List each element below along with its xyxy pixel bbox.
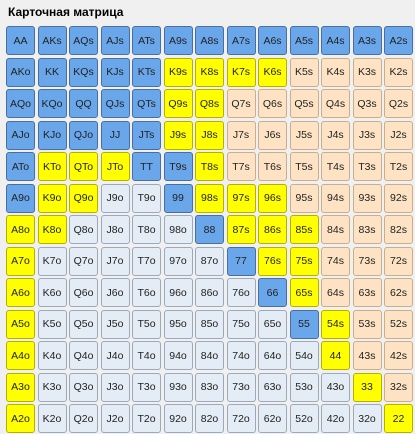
hand-cell[interactable]: 88 — [195, 215, 224, 244]
hand-cell[interactable]: 52s — [384, 310, 413, 339]
hand-cell[interactable]: 95o — [164, 310, 193, 339]
hand-cell[interactable]: 72s — [384, 247, 413, 276]
hand-cell[interactable]: 92o — [164, 404, 193, 433]
hand-cell[interactable]: 85o — [195, 310, 224, 339]
hand-cell[interactable]: Q7o — [69, 247, 98, 276]
hand-cell[interactable]: A9s — [164, 26, 193, 55]
hand-cell[interactable]: K7o — [38, 247, 67, 276]
hand-cell[interactable]: KQs — [69, 58, 98, 87]
hand-cell[interactable]: KTo — [38, 152, 67, 181]
hand-cell[interactable]: T5s — [290, 152, 319, 181]
hand-cell[interactable]: A6s — [258, 26, 287, 55]
hand-cell[interactable]: Q5o — [69, 310, 98, 339]
hand-cell[interactable]: 54o — [290, 341, 319, 370]
hand-cell[interactable]: T6o — [132, 278, 161, 307]
hand-cell[interactable]: K2o — [38, 404, 67, 433]
hand-cell[interactable]: 95s — [290, 184, 319, 213]
hand-cell[interactable]: 62s — [384, 278, 413, 307]
hand-cell[interactable]: 32o — [353, 404, 382, 433]
hand-cell[interactable]: Q9s — [164, 89, 193, 118]
hand-cell[interactable]: AJo — [6, 121, 35, 150]
hand-cell[interactable]: ATo — [6, 152, 35, 181]
hand-cell[interactable]: K8s — [195, 58, 224, 87]
hand-cell[interactable]: 98s — [195, 184, 224, 213]
hand-cell[interactable]: 66 — [258, 278, 287, 307]
hand-cell[interactable]: A2o — [6, 404, 35, 433]
hand-cell[interactable]: QJo — [69, 121, 98, 150]
hand-cell[interactable]: JTo — [101, 152, 130, 181]
hand-cell[interactable]: Q9o — [69, 184, 98, 213]
hand-cell[interactable]: 53s — [353, 310, 382, 339]
hand-cell[interactable]: KJs — [101, 58, 130, 87]
hand-cell[interactable]: QQ — [69, 89, 98, 118]
hand-cell[interactable]: 92s — [384, 184, 413, 213]
hand-cell[interactable]: JTs — [132, 121, 161, 150]
hand-cell[interactable]: 83s — [353, 215, 382, 244]
hand-cell[interactable]: K4s — [321, 58, 350, 87]
hand-cell[interactable]: 32s — [384, 373, 413, 402]
hand-cell[interactable]: 73s — [353, 247, 382, 276]
hand-cell[interactable]: AKs — [38, 26, 67, 55]
hand-cell[interactable]: 65o — [258, 310, 287, 339]
hand-cell[interactable]: 43o — [321, 373, 350, 402]
hand-cell[interactable]: J3o — [101, 373, 130, 402]
hand-cell[interactable]: T2o — [132, 404, 161, 433]
hand-cell[interactable]: 75o — [227, 310, 256, 339]
card-matrix-grid — [6, 26, 413, 433]
hand-cell[interactable]: Q7s — [227, 89, 256, 118]
hand-cell[interactable]: K5s — [290, 58, 319, 87]
hand-cell[interactable]: A3s — [353, 26, 382, 55]
hand-cell[interactable]: A3o — [6, 373, 35, 402]
hand-cell[interactable]: A7o — [6, 247, 35, 276]
hand-cell[interactable]: Q3o — [69, 373, 98, 402]
hand-cell[interactable]: K3o — [38, 373, 67, 402]
hand-cell[interactable]: 87s — [227, 215, 256, 244]
hand-cell[interactable]: J6o — [101, 278, 130, 307]
hand-cell[interactable]: J9o — [101, 184, 130, 213]
hand-cell[interactable]: 43s — [353, 341, 382, 370]
hand-cell[interactable]: 99 — [164, 184, 193, 213]
hand-cell[interactable]: AA — [6, 26, 35, 55]
hand-cell[interactable]: 52o — [290, 404, 319, 433]
hand-cell[interactable]: 74s — [321, 247, 350, 276]
hand-cell[interactable]: 22 — [384, 404, 413, 433]
hand-cell[interactable]: Q6s — [258, 89, 287, 118]
hand-cell[interactable]: 62o — [258, 404, 287, 433]
hand-cell[interactable]: A2s — [384, 26, 413, 55]
hand-cell[interactable]: T9o — [132, 184, 161, 213]
hand-cell[interactable]: QJs — [101, 89, 130, 118]
hand-cell[interactable]: AQs — [69, 26, 98, 55]
hand-cell[interactable]: K9o — [38, 184, 67, 213]
hand-cell[interactable]: 93o — [164, 373, 193, 402]
hand-cell[interactable]: 97s — [227, 184, 256, 213]
hand-cell[interactable]: Q6o — [69, 278, 98, 307]
hand-cell[interactable]: T5o — [132, 310, 161, 339]
hand-cell[interactable]: J2o — [101, 404, 130, 433]
hand-cell[interactable]: 96o — [164, 278, 193, 307]
hand-cell[interactable]: 82o — [195, 404, 224, 433]
hand-cell[interactable]: 76s — [258, 247, 287, 276]
hand-cell[interactable]: 84o — [195, 341, 224, 370]
hand-cell[interactable]: T7s — [227, 152, 256, 181]
hand-cell[interactable]: T9s — [164, 152, 193, 181]
hand-cell[interactable]: J9s — [164, 121, 193, 150]
hand-cell[interactable]: 42s — [384, 341, 413, 370]
hand-cell[interactable]: T4s — [321, 152, 350, 181]
hand-cell[interactable]: 85s — [290, 215, 319, 244]
hand-cell[interactable]: Q2o — [69, 404, 98, 433]
hand-cell[interactable]: K7s — [227, 58, 256, 87]
hand-cell[interactable]: A7s — [227, 26, 256, 55]
hand-cell[interactable]: JJ — [101, 121, 130, 150]
hand-cell[interactable]: T6s — [258, 152, 287, 181]
hand-cell[interactable]: 86o — [195, 278, 224, 307]
hand-cell[interactable]: Q3s — [353, 89, 382, 118]
hand-cell[interactable]: 98o — [164, 215, 193, 244]
hand-cell[interactable]: Q8s — [195, 89, 224, 118]
hand-cell[interactable]: Q2s — [384, 89, 413, 118]
hand-cell[interactable]: A8o — [6, 215, 35, 244]
hand-cell[interactable]: T3s — [353, 152, 382, 181]
hand-cell[interactable]: T7o — [132, 247, 161, 276]
hand-cell[interactable]: AQo — [6, 89, 35, 118]
hand-cell[interactable]: A6o — [6, 278, 35, 307]
hand-cell[interactable]: Q5s — [290, 89, 319, 118]
hand-cell[interactable]: 82s — [384, 215, 413, 244]
hand-cell[interactable]: K8o — [38, 215, 67, 244]
hand-cell[interactable]: J5s — [290, 121, 319, 150]
hand-cell[interactable]: K2s — [384, 58, 413, 87]
hand-cell[interactable]: 72o — [227, 404, 256, 433]
hand-cell[interactable]: 33 — [353, 373, 382, 402]
hand-cell[interactable]: 97o — [164, 247, 193, 276]
hand-cell[interactable]: J2s — [384, 121, 413, 150]
hand-cell[interactable]: QTo — [69, 152, 98, 181]
hand-cell[interactable]: 94s — [321, 184, 350, 213]
hand-cell[interactable]: 64s — [321, 278, 350, 307]
hand-cell[interactable]: KJo — [38, 121, 67, 150]
hand-cell[interactable]: 42o — [321, 404, 350, 433]
hand-cell[interactable]: KQo — [38, 89, 67, 118]
hand-cell[interactable]: T2s — [384, 152, 413, 181]
hand-cell[interactable]: KTs — [132, 58, 161, 87]
hand-cell[interactable]: 55 — [290, 310, 319, 339]
hand-cell[interactable]: 44 — [321, 341, 350, 370]
hand-cell[interactable]: 77 — [227, 247, 256, 276]
hand-cell[interactable]: T3o — [132, 373, 161, 402]
hand-cell[interactable]: TT — [132, 152, 161, 181]
hand-cell[interactable]: A9o — [6, 184, 35, 213]
hand-cell[interactable]: 76o — [227, 278, 256, 307]
hand-cell[interactable]: J5o — [101, 310, 130, 339]
hand-cell[interactable]: 84s — [321, 215, 350, 244]
hand-cell[interactable]: T8s — [195, 152, 224, 181]
hand-cell[interactable]: 86s — [258, 215, 287, 244]
hand-cell[interactable]: J8s — [195, 121, 224, 150]
hand-cell[interactable]: K4o — [38, 341, 67, 370]
hand-cell[interactable]: 87o — [195, 247, 224, 276]
panel-title: Карточная матрица — [8, 5, 124, 19]
hand-cell[interactable]: A4o — [6, 341, 35, 370]
hand-cell[interactable]: ATs — [132, 26, 161, 55]
hand-cell[interactable]: KK — [38, 58, 67, 87]
hand-cell[interactable]: 93s — [353, 184, 382, 213]
hand-cell[interactable]: 94o — [164, 341, 193, 370]
hand-cell[interactable]: J7s — [227, 121, 256, 150]
hand-cell[interactable]: Q4o — [69, 341, 98, 370]
hand-cell[interactable]: J3s — [353, 121, 382, 150]
hand-cell[interactable]: A4s — [321, 26, 350, 55]
hand-cell[interactable]: 75s — [290, 247, 319, 276]
hand-cell[interactable]: 64o — [258, 341, 287, 370]
hand-cell[interactable]: 73o — [227, 373, 256, 402]
hand-cell[interactable]: A5s — [290, 26, 319, 55]
hand-cell[interactable]: 54s — [321, 310, 350, 339]
hand-cell[interactable]: T4o — [132, 341, 161, 370]
hand-cell[interactable]: A5o — [6, 310, 35, 339]
hand-cell[interactable]: AJs — [101, 26, 130, 55]
hand-cell[interactable]: J7o — [101, 247, 130, 276]
hand-cell[interactable]: K6s — [258, 58, 287, 87]
hand-cell[interactable]: J6s — [258, 121, 287, 150]
hand-cell[interactable]: 83o — [195, 373, 224, 402]
hand-cell[interactable]: 74o — [227, 341, 256, 370]
hand-cell[interactable]: K5o — [38, 310, 67, 339]
hand-cell[interactable]: J4s — [321, 121, 350, 150]
hand-cell[interactable]: AKo — [6, 58, 35, 87]
hand-cell[interactable]: J4o — [101, 341, 130, 370]
hand-cell[interactable]: 63s — [353, 278, 382, 307]
hand-cell[interactable]: A8s — [195, 26, 224, 55]
hand-cell[interactable]: 65s — [290, 278, 319, 307]
hand-cell[interactable]: T8o — [132, 215, 161, 244]
hand-cell[interactable]: Q4s — [321, 89, 350, 118]
hand-cell[interactable]: Q8o — [69, 215, 98, 244]
hand-cell[interactable]: 53o — [290, 373, 319, 402]
hand-cell[interactable]: QTs — [132, 89, 161, 118]
hand-cell[interactable]: J8o — [101, 215, 130, 244]
hand-cell[interactable]: 96s — [258, 184, 287, 213]
hand-cell[interactable]: K3s — [353, 58, 382, 87]
hand-cell[interactable]: 63o — [258, 373, 287, 402]
hand-cell[interactable]: K9s — [164, 58, 193, 87]
hand-cell[interactable]: K6o — [38, 278, 67, 307]
